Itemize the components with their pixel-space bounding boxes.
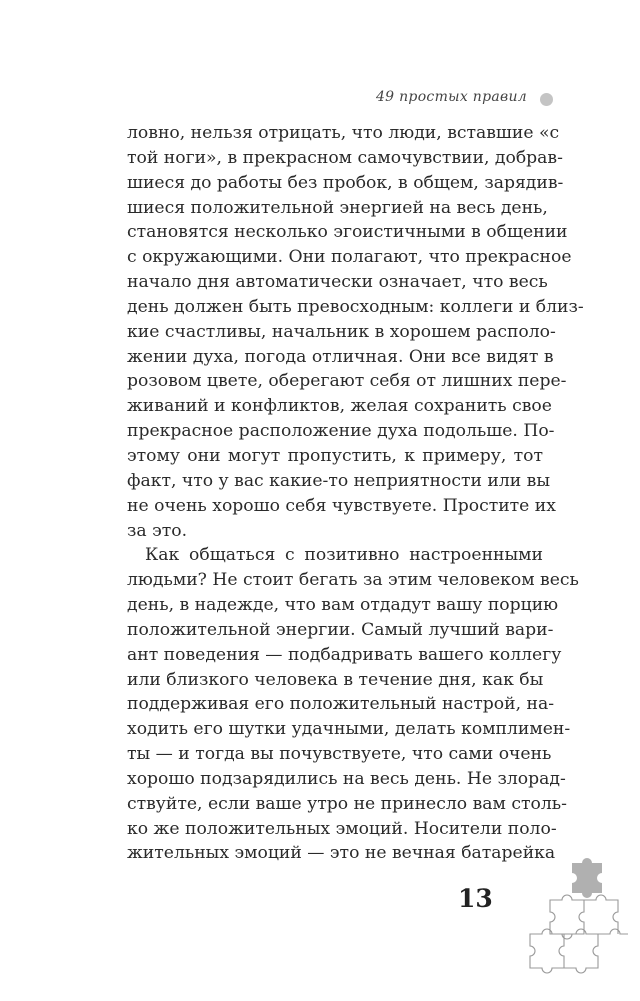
running-header: 49 простых правил	[375, 89, 527, 105]
text-line: положительной энергии. Самый лучший вари-	[127, 619, 554, 640]
text-line: ты — и тогда вы почувствуете, что сами очень	[127, 744, 552, 765]
text-line: ловно, нельзя отрицать, что люди, вставшие «с	[127, 123, 560, 143]
text-line: шиеся положительной энергией на весь день,	[127, 197, 548, 218]
page-number: 13	[458, 884, 493, 913]
text-line: живаний и конфликтов, желая сохранить свое	[127, 396, 552, 417]
text-line: ходить его шутки удачными, делать комплимен-	[127, 719, 571, 740]
body-text	[127, 121, 584, 866]
text-line: жительных эмоций — это не вечная батарейка	[127, 843, 556, 864]
puzzle-pieces-icon	[520, 855, 630, 985]
text-line: этому они могут пропустить, к примеру, тот	[127, 445, 543, 466]
header-dot-icon	[540, 93, 553, 106]
text-line: ствуйте, если ваше утро не принесло вам столь-	[127, 793, 567, 814]
text-line: с окружающими. Они полагают, что прекрасное	[127, 247, 572, 268]
text-line: становятся несколько эгоистичными в общении	[127, 222, 568, 243]
text-line: день должен быть превосходным: коллеги и близ-	[127, 296, 584, 317]
text-line: за это.	[127, 520, 188, 541]
text-line: прекрасное расположение духа подольше. По-	[127, 421, 555, 442]
text-line: той ноги», в прекрасном самочувствии, добрав-	[127, 147, 563, 168]
text-line: Как общаться с позитивно настроенными	[145, 545, 543, 566]
text-line: людьми? Не стоит бегать за этим человеком весь	[127, 570, 579, 591]
text-line: или близкого человека в течение дня, как бы	[127, 669, 544, 690]
text-line: кие счастливы, начальник в хорошем располо-	[127, 321, 556, 342]
text-line: ко же положительных эмоций. Носители поло-	[127, 818, 557, 839]
text-line: шиеся до работы без пробок, в общем, зарядив-	[127, 172, 564, 193]
text-line: не очень хорошо себя чувствуете. Простите их	[127, 495, 556, 516]
text-line: хорошо подзарядились на весь день. Не злорад-	[127, 768, 566, 789]
text-line: розовом цвете, оберегают себя от лишних пере-	[127, 371, 567, 392]
text-line: ант поведения — подбадривать вашего коллегу	[127, 644, 562, 665]
text-line: жении духа, погода отличная. Они все видят в	[127, 346, 554, 367]
text-line: день, в надежде, что вам отдадут вашу порцию	[127, 595, 559, 616]
text-line: начало дня автоматически означает, что весь	[127, 272, 548, 293]
text-line: факт, что у вас какие-то неприятности или вы	[127, 470, 551, 491]
text-line: поддерживая его положительный настрой, на-	[127, 694, 555, 715]
